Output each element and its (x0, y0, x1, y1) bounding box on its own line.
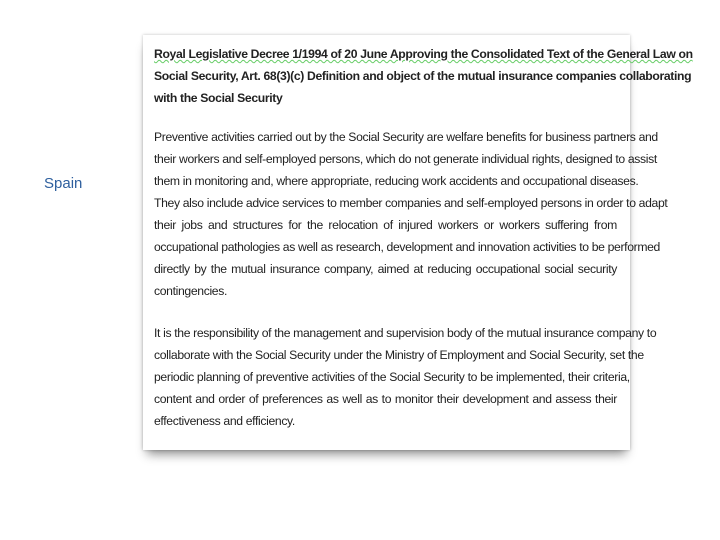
paragraph-2 (154, 322, 657, 432)
paragraph-line: directly by the mutual insurance company, aimed at reducing occupational social security (154, 262, 617, 276)
paragraph-1 (154, 126, 668, 302)
title-line: Royal Legislative Decree 1/1994 of 20 June Approving the Consolidated Text of the General Law on (154, 47, 693, 61)
paragraph-line: Preventive activities carried out by the Social Security are welfare benefits for business partners and (154, 130, 658, 144)
paragraph-line: contingencies. (154, 284, 228, 298)
paragraph-line: their jobs and structures for the relocation of injured workers or workers suffering from (154, 218, 617, 232)
title-line: Social Security, Art. 68(3)(c) Definition and object of the mutual insurance companies collaborating (154, 69, 692, 83)
paragraph-line: They also include advice services to member companies and self-employed persons in order to adapt (154, 196, 668, 210)
title-line: with the Social Security (154, 91, 283, 105)
document-image (143, 35, 693, 450)
paragraph-line: occupational pathologies as well as research, development and innovation activities to be performed (154, 240, 660, 254)
paragraph-line: their workers and self-employed persons, which do not generate individual rights, designed to assist (154, 152, 657, 166)
slide-label: Spain (44, 175, 83, 192)
paragraph-line: periodic planning of preventive activities of the Social Security to be implemented, their criteria, (154, 370, 630, 384)
paragraph-line: effectiveness and efficiency. (154, 414, 295, 428)
paragraph-line: content and order of preferences as well as to monitor their development and assess their (154, 392, 617, 406)
document-title (154, 43, 693, 109)
paragraph-line: collaborate with the Social Security under the Ministry of Employment and Social Security, set the (154, 348, 644, 362)
paragraph-line: It is the responsibility of the management and supervision body of the mutual insurance company to (154, 326, 657, 340)
paragraph-line: them in monitoring and, where appropriate, reducing work accidents and occupational diseases. (154, 174, 639, 188)
